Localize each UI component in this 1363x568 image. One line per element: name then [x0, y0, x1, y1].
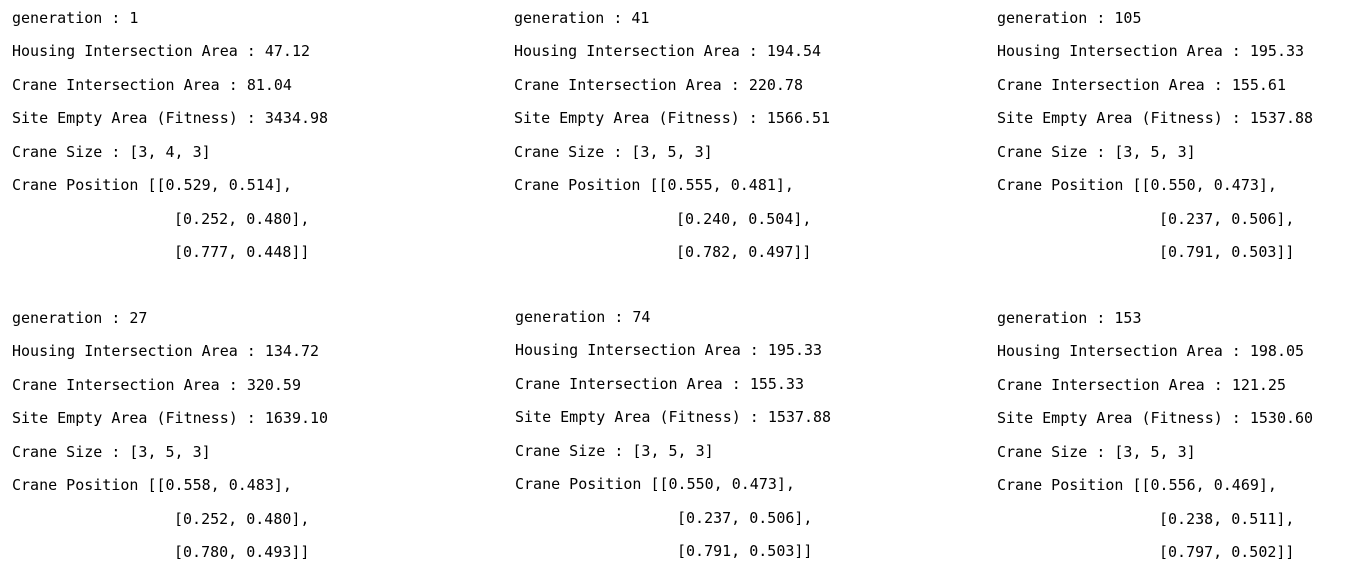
crane-position-line: Crane Position [[0.558, 0.483], [12, 476, 292, 494]
crane-size-line: Crane Size : [3, 5, 3] [514, 143, 713, 161]
crane-position-row-3: [0.780, 0.493]] [174, 543, 310, 561]
crane-position-row-2: [0.252, 0.480], [174, 510, 310, 528]
housing-intersection-line: Housing Intersection Area : 194.54 [514, 42, 822, 60]
housing-intersection-line: Housing Intersection Area : 47.12 [12, 42, 311, 60]
crane-position-row-3: [0.782, 0.497]] [676, 243, 812, 261]
crane-size-line: Crane Size : [3, 5, 3] [515, 442, 714, 460]
crane-position-row-3: [0.777, 0.448]] [174, 243, 310, 261]
crane-position-line: Crane Position [[0.550, 0.473], [515, 475, 795, 493]
crane-position-row-2: [0.252, 0.480], [174, 210, 310, 228]
crane-position-line: Crane Position [[0.550, 0.473], [997, 176, 1277, 194]
crane-intersection-line: Crane Intersection Area : 81.04 [12, 76, 292, 94]
crane-position-line: Crane Position [[0.555, 0.481], [514, 176, 794, 194]
generation-line: generation : 41 [514, 9, 650, 27]
crane-position-row-2: [0.238, 0.511], [1159, 510, 1295, 528]
housing-intersection-line: Housing Intersection Area : 195.33 [515, 341, 823, 359]
crane-position-row-2: [0.237, 0.506], [1159, 210, 1295, 228]
crane-intersection-line: Crane Intersection Area : 121.25 [997, 376, 1286, 394]
site-empty-area-line: Site Empty Area (Fitness) : 3434.98 [12, 109, 329, 127]
crane-intersection-line: Crane Intersection Area : 320.59 [12, 376, 301, 394]
crane-position-line: Crane Position [[0.529, 0.514], [12, 176, 292, 194]
site-empty-area-line: Site Empty Area (Fitness) : 1639.10 [12, 409, 329, 427]
housing-intersection-line: Housing Intersection Area : 195.33 [997, 42, 1305, 60]
crane-position-row-2: [0.240, 0.504], [676, 210, 812, 228]
crane-intersection-line: Crane Intersection Area : 155.33 [515, 375, 804, 393]
crane-position-row-2: [0.237, 0.506], [677, 509, 813, 527]
generation-line: generation : 1 [12, 9, 139, 27]
housing-intersection-line: Housing Intersection Area : 198.05 [997, 342, 1305, 360]
crane-size-line: Crane Size : [3, 5, 3] [997, 443, 1196, 461]
crane-size-line: Crane Size : [3, 4, 3] [12, 143, 211, 161]
generation-line: generation : 153 [997, 309, 1142, 327]
crane-size-line: Crane Size : [3, 5, 3] [12, 443, 211, 461]
site-empty-area-line: Site Empty Area (Fitness) : 1566.51 [514, 109, 831, 127]
generation-line: generation : 27 [12, 309, 148, 327]
crane-intersection-line: Crane Intersection Area : 220.78 [514, 76, 803, 94]
crane-size-line: Crane Size : [3, 5, 3] [997, 143, 1196, 161]
generation-line: generation : 105 [997, 9, 1142, 27]
crane-position-row-3: [0.791, 0.503]] [1159, 243, 1295, 261]
site-empty-area-line: Site Empty Area (Fitness) : 1537.88 [515, 408, 832, 426]
crane-intersection-line: Crane Intersection Area : 155.61 [997, 76, 1286, 94]
site-empty-area-line: Site Empty Area (Fitness) : 1530.60 [997, 409, 1314, 427]
crane-position-row-3: [0.791, 0.503]] [677, 542, 813, 560]
generation-line: generation : 74 [515, 308, 651, 326]
site-empty-area-line: Site Empty Area (Fitness) : 1537.88 [997, 109, 1314, 127]
housing-intersection-line: Housing Intersection Area : 134.72 [12, 342, 320, 360]
crane-position-line: Crane Position [[0.556, 0.469], [997, 476, 1277, 494]
crane-position-row-3: [0.797, 0.502]] [1159, 543, 1295, 561]
